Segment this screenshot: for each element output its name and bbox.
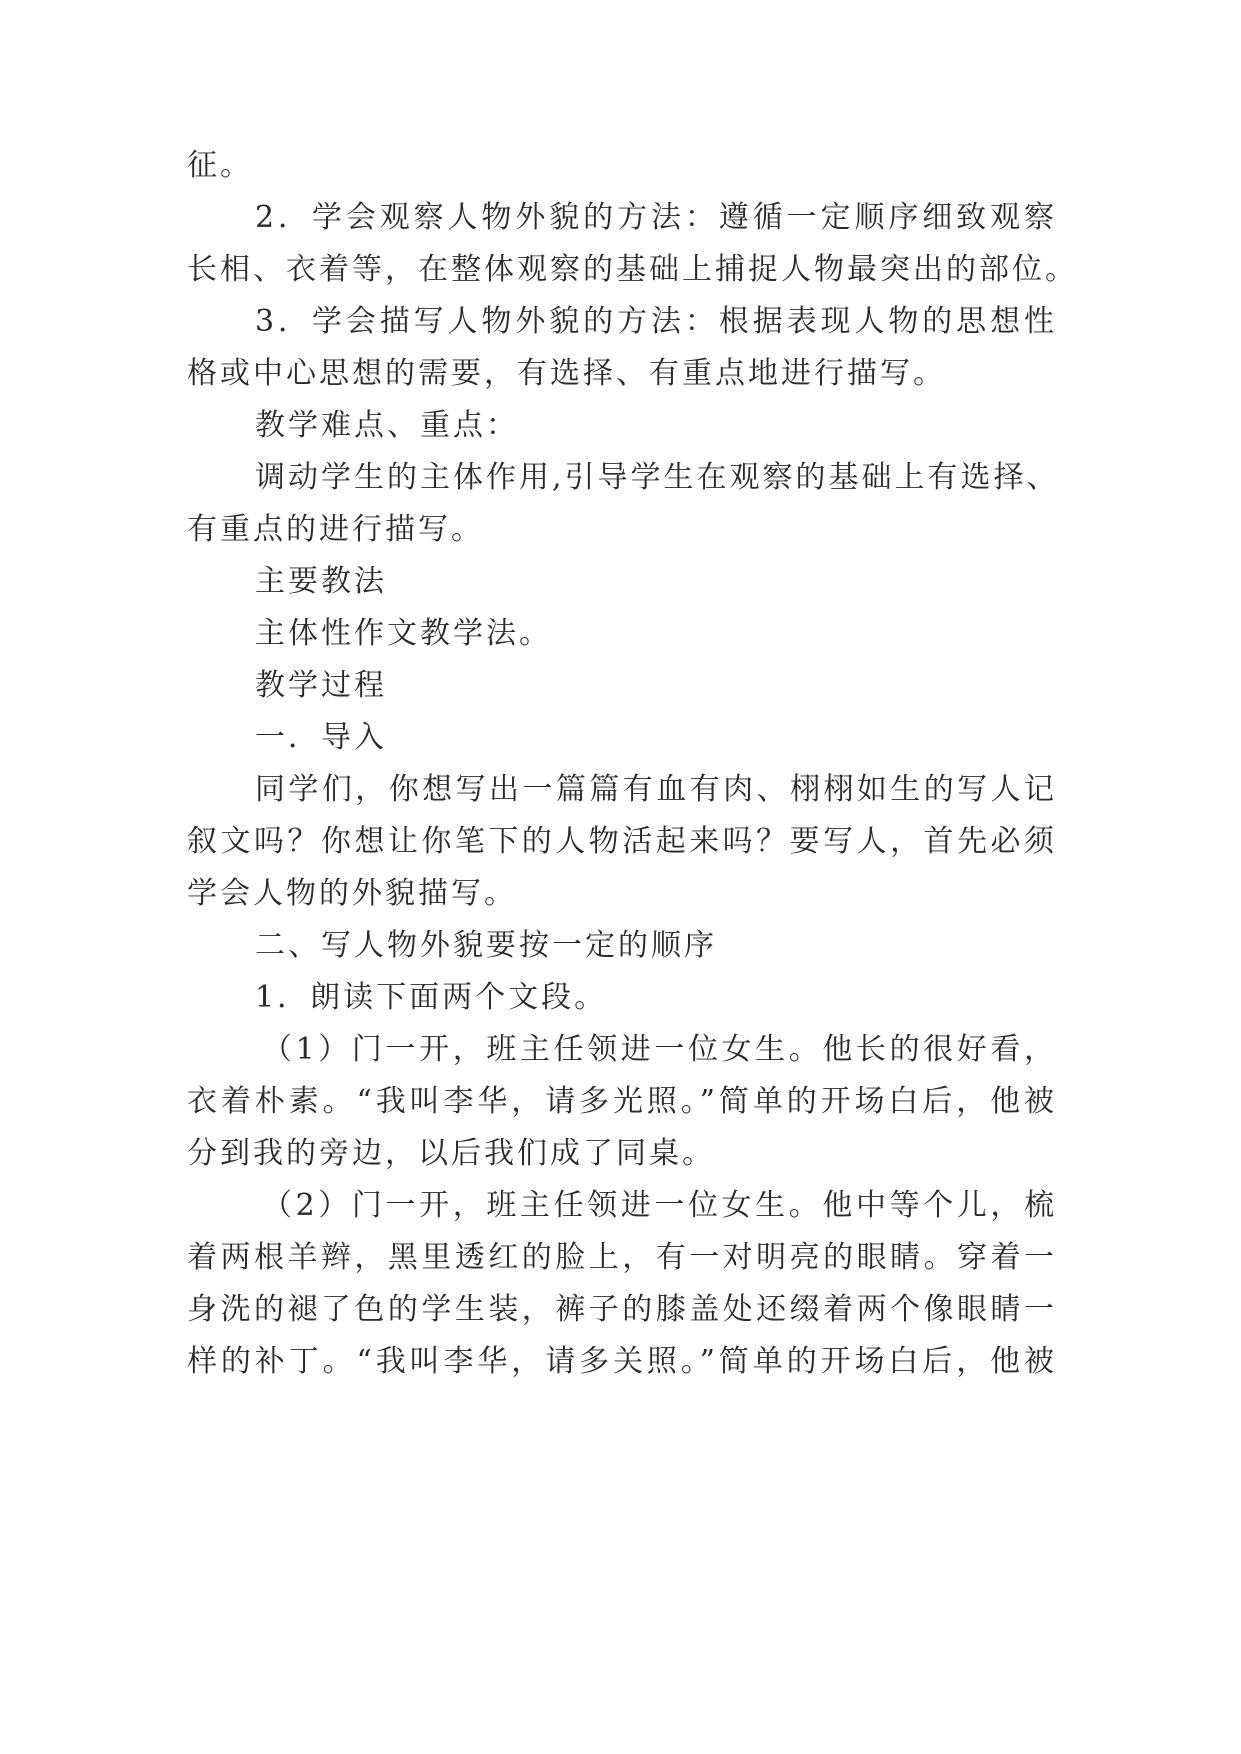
text-line: 有重点的进行描写。 <box>187 512 484 547</box>
text-line: 分到我的旁边，以后我们成了同桌。 <box>187 1136 715 1171</box>
section-heading: 主要教法 <box>255 564 387 599</box>
text-line: 2．学会观察人物外貌的方法：遵循一定顺序细致观察 <box>255 200 1057 235</box>
text-line: 衣着朴素。“我叫李华，请多光照。”简单的开场白后，他被 <box>187 1084 1057 1119</box>
text-line: 样的补丁。“我叫李华，请多关照。”简单的开场白后，他被 <box>187 1344 1057 1379</box>
text-line: （2）门一开，班主任领进一位女生。他中等个儿，梳 <box>262 1188 1057 1223</box>
text-line: 格或中心思想的需要，有选择、有重点地进行描写。 <box>187 356 946 391</box>
text-line: 身洗的褪了色的学生装，裤子的膝盖处还缀着两个像眼睛一 <box>187 1292 1057 1327</box>
text-line: 征。 <box>187 148 253 183</box>
text-line: （1）门一开，班主任领进一位女生。他长的很好看， <box>262 1032 1057 1067</box>
text-line: 调动学生的主体作用,引导学生在观察的基础上有选择、 <box>255 460 1060 495</box>
section-heading: 二、写人物外貌要按一定的顺序 <box>255 928 717 963</box>
text-line: 长相、衣着等，在整体观察的基础上捕捉人物最突出的部位。 <box>187 252 1078 287</box>
section-heading: 一．导入 <box>255 720 387 755</box>
text-line: 学会人物的外貌描写。 <box>187 876 517 911</box>
text-line: 1．朗读下面两个文段。 <box>255 980 608 1015</box>
section-heading: 教学过程 <box>255 668 387 703</box>
text-line: 着两根羊辫，黑里透红的脸上，有一对明亮的眼睛。穿着一 <box>187 1240 1057 1275</box>
text-line: 3．学会描写人物外貌的方法：根据表现人物的思想性 <box>255 304 1057 339</box>
text-line: 叙文吗？你想让你笔下的人物活起来吗？要写人，首先必须 <box>187 824 1057 859</box>
text-line: 同学们，你想写出一篇篇有血有肉、栩栩如生的写人记 <box>255 772 1057 807</box>
text-line: 主体性作文教学法。 <box>255 616 552 651</box>
section-heading: 教学难点、重点： <box>255 408 519 443</box>
